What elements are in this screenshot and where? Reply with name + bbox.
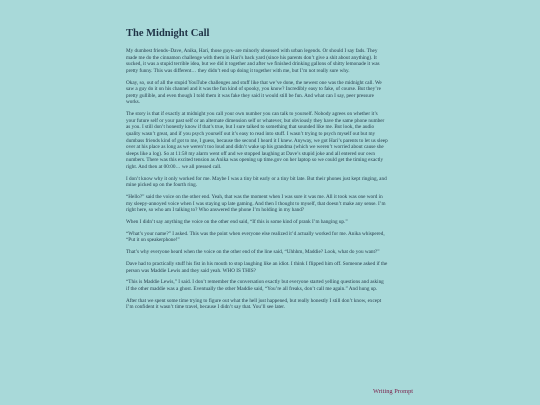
story-container: [126, 28, 388, 316]
story-paragraph: When I didn’t say anything the voice on the other end said, “If this is some kind of prank I’m hanging up.”: [126, 219, 348, 225]
writing-prompt-link[interactable]: Writing Prompt: [373, 388, 414, 395]
story-paragraph: That’s why everyone heard when the voice on the other end of the line said, “Uhhhm, Maddie? Look, what do you want?”: [126, 249, 380, 256]
story-body: [126, 48, 388, 311]
story-paragraph: “This is Maddie Lewis,” I said. I don’t remember the conversation exactly but everyone started yelling questions and asking if the other maddie was a ghost. Eventually the other Maddie said, “You’re all freaks, don’t call me again.” And hung up.: [126, 279, 384, 292]
story-paragraph: My dumbest friends–Dave, Anika, Hari, those guys–are minorly obsessed with urban legends. Or should I say fads. They made me do the cinnamon challenge with them in Hari’s back yard (since his parents don’t give a shit about anything). It sucked, it was a stupid terrible idea, but we did it together and after we finished drinking gallons of shitty lemonade it was pretty funny. This was different… they didn’t end up doing it together with me, but I’m not really sure why.: [126, 48, 380, 74]
story-paragraph: “What’s your name?” I asked. This was the point when everyone else realized it’d actually worked for me. Anika whispered, “Put it on speakerphone!”: [126, 230, 385, 244]
story-paragraph: Okay, so, out of all the stupid YouTube challenges and stuff like that we’ve done, the newest one was the midnight call. We saw a guy do it on his channel and it was the fun kind of spooky, you know? Incredibly easy to fake, of course. But they’re pretty gullible, and even though I told them it was fake they said it would still be fun. And what can I say, peer pressure works.: [126, 79, 382, 106]
story-title: The Midnight Call: [126, 28, 210, 39]
story-paragraph: After that we spent some time trying to figure out what the hell just happened, but really honestly I still don’t know, except I’m confident it wasn’t time travel, because I didn’t say that. You’ll see later.: [126, 297, 382, 311]
story-paragraph: I don’t know why it only worked for me. Maybe I was a tiny bit early or a tiny bit late. But their phones just kept ringing, and mine picked up on the fourth ring.: [126, 175, 387, 189]
story-paragraph: “Hello?” said the voice on the other end. Yeah, that was the moment when I was sure it was me. All it took was one word in my sleepy-annoyed voice when I was staying up late gaming. And then I thought to myself, that doesn’t make any sense. I’m right here, so who am I talking to? Who answered the phone I’m holding in my hand?: [126, 194, 386, 214]
story-paragraph: The story is that if exactly at midnight you call your own number you can talk to yourself. Nobody agrees on whether it’s your future self or your past self or an alternate dimension self or whatever, but obviously they have the same phone number as you. I still don’t honestly know if that’s true, but I sure talked to something that sounded like me. But look, the audio quality wasn’t great, and if you psych yourself out it’s easy to read into stuff. I wasn’t trying to psych myself out but my dumbass friends kind of got to me, I guess, because the second I heard it I knew. Anyway, we got Hari’s parents to let us sleep over at his place as long as we weren’t too loud and didn’t wake up his grandma (which we weren’t worried about cause she sleeps like a log). So at 11:58 my alarm went off and we stopped laughing at Dave’s stupid joke and all entered our own numbers. There was this excited tension as Anika was opening up time.gov on her laptop so we could get the timing exactly right. And then at 00:00… we all pressed call.: [126, 111, 388, 170]
story-paragraph: Dave had to practically stuff his fist in his mouth to stop laughing like an idiot. I think I flipped him off. Someone asked if the person was Maddie Lewis and they said yeah. WHO IS THIS?: [126, 260, 388, 274]
